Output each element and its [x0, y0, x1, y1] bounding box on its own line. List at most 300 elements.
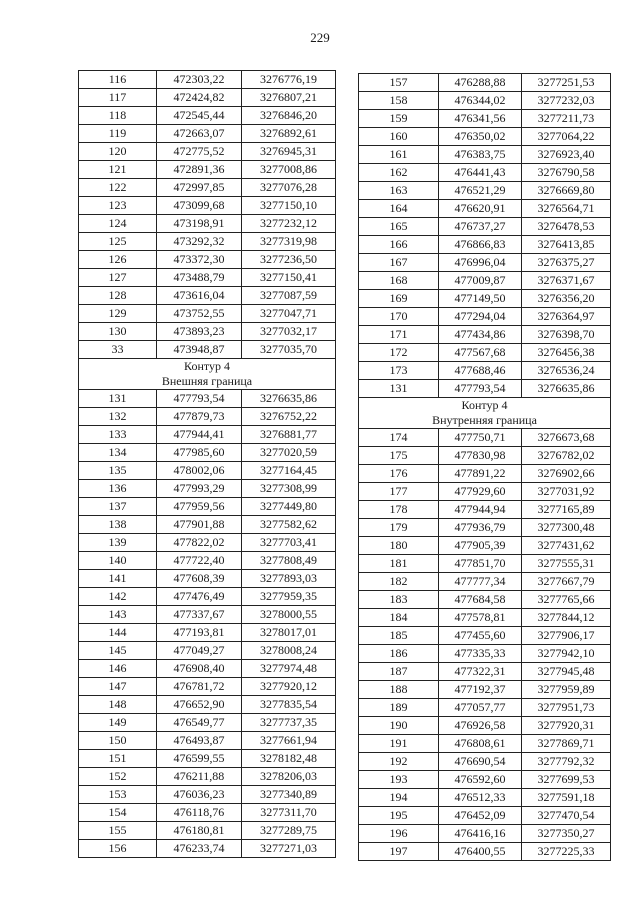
y-coordinate-cell: 3276635,86: [242, 390, 336, 408]
y-coordinate-cell: 3276923,40: [522, 146, 611, 164]
x-coordinate-cell: 477722,40: [157, 552, 242, 570]
page-number: 229: [310, 30, 330, 45]
y-coordinate-cell: 3277300,48: [522, 519, 611, 537]
point-number-cell: 124: [79, 215, 157, 233]
point-number-cell: 126: [79, 251, 157, 269]
x-coordinate-cell: 476521,29: [439, 182, 522, 200]
x-coordinate-cell: 477905,39: [439, 537, 522, 555]
y-coordinate-cell: 3277555,31: [522, 555, 611, 573]
table-row: [359, 573, 611, 591]
y-coordinate-cell: 3277737,35: [242, 714, 336, 732]
point-number-cell: 133: [79, 426, 157, 444]
x-coordinate-cell: 477337,67: [157, 606, 242, 624]
point-number-cell: 178: [359, 501, 439, 519]
contour-header-cell: [79, 359, 336, 390]
y-coordinate-cell: 3277150,41: [242, 269, 336, 287]
point-number-cell: 148: [79, 696, 157, 714]
x-coordinate-cell: 477959,56: [157, 498, 242, 516]
table-row: [359, 825, 611, 843]
y-coordinate-cell: 3277869,71: [522, 735, 611, 753]
y-coordinate-cell: 3276945,31: [242, 143, 336, 161]
y-coordinate-cell: 3277032,17: [242, 323, 336, 341]
point-number-cell: 154: [79, 804, 157, 822]
x-coordinate-cell: 476690,54: [439, 753, 522, 771]
y-coordinate-cell: 3277920,31: [522, 717, 611, 735]
x-coordinate-cell: 476383,75: [439, 146, 522, 164]
x-coordinate-cell: 476350,02: [439, 128, 522, 146]
table-row: [359, 164, 611, 182]
table-row: [359, 789, 611, 807]
point-number-cell: 197: [359, 843, 439, 861]
x-coordinate-cell: 477567,68: [439, 344, 522, 362]
y-coordinate-cell: 3277020,59: [242, 444, 336, 462]
rows-group-a: [359, 74, 611, 398]
point-number-cell: 163: [359, 182, 439, 200]
point-number-cell: 172: [359, 344, 439, 362]
point-number-cell: 127: [79, 269, 157, 287]
y-coordinate-cell: 3277164,45: [242, 462, 336, 480]
x-coordinate-cell: 476592,60: [439, 771, 522, 789]
y-coordinate-cell: 3276564,71: [522, 200, 611, 218]
y-coordinate-cell: 3276635,86: [522, 380, 611, 398]
x-coordinate-cell: 476036,23: [157, 786, 242, 804]
point-number-cell: 181: [359, 555, 439, 573]
x-coordinate-cell: 477578,81: [439, 609, 522, 627]
y-coordinate-cell: 3277431,62: [522, 537, 611, 555]
y-coordinate-cell: 3276846,20: [242, 107, 336, 125]
table-row: [79, 840, 336, 858]
x-coordinate-cell: 477993,29: [157, 480, 242, 498]
point-number-cell: 188: [359, 681, 439, 699]
contour-header-row: [359, 398, 611, 429]
point-number-cell: 186: [359, 645, 439, 663]
table-row: [359, 110, 611, 128]
x-coordinate-cell: 477777,34: [439, 573, 522, 591]
y-coordinate-cell: 3277951,73: [522, 699, 611, 717]
point-number-cell: 147: [79, 678, 157, 696]
table-row: [79, 251, 336, 269]
x-coordinate-cell: 476344,02: [439, 92, 522, 110]
y-coordinate-cell: 3277591,18: [522, 789, 611, 807]
point-number-cell: 192: [359, 753, 439, 771]
table-row: [359, 483, 611, 501]
point-number-cell: 122: [79, 179, 157, 197]
table-row: [79, 660, 336, 678]
table-row: [359, 218, 611, 236]
point-number-cell: 157: [359, 74, 439, 92]
point-number-cell: 193: [359, 771, 439, 789]
x-coordinate-cell: 477335,33: [439, 645, 522, 663]
table-row: [359, 326, 611, 344]
point-number-cell: 190: [359, 717, 439, 735]
table-row: [79, 233, 336, 251]
y-coordinate-cell: 3277667,79: [522, 573, 611, 591]
table-row: [79, 750, 336, 768]
y-coordinate-cell: 3278017,01: [242, 624, 336, 642]
y-coordinate-cell: 3276536,24: [522, 362, 611, 380]
table-row: [79, 588, 336, 606]
table-row: [79, 516, 336, 534]
x-coordinate-cell: 476118,76: [157, 804, 242, 822]
x-coordinate-cell: 476549,77: [157, 714, 242, 732]
y-coordinate-cell: 3276782,02: [522, 447, 611, 465]
x-coordinate-cell: 476493,87: [157, 732, 242, 750]
point-number-cell: 130: [79, 323, 157, 341]
table-row: [79, 143, 336, 161]
table-row: [79, 71, 336, 89]
y-coordinate-cell: 3277920,12: [242, 678, 336, 696]
table-row: [359, 362, 611, 380]
x-coordinate-cell: 477193,81: [157, 624, 242, 642]
point-number-cell: 191: [359, 735, 439, 753]
x-coordinate-cell: 476808,61: [439, 735, 522, 753]
point-number-cell: 131: [79, 390, 157, 408]
table-row: [79, 498, 336, 516]
point-number-cell: 142: [79, 588, 157, 606]
x-coordinate-cell: 477936,79: [439, 519, 522, 537]
table-row: [79, 696, 336, 714]
y-coordinate-cell: 3277047,71: [242, 305, 336, 323]
x-coordinate-cell: 472663,07: [157, 125, 242, 143]
x-coordinate-cell: 472424,82: [157, 89, 242, 107]
point-number-cell: 177: [359, 483, 439, 501]
y-coordinate-cell: 3277035,70: [242, 341, 336, 359]
point-number-cell: 183: [359, 591, 439, 609]
x-coordinate-cell: 477851,70: [439, 555, 522, 573]
point-number-cell: 121: [79, 161, 157, 179]
y-coordinate-cell: 3277031,92: [522, 483, 611, 501]
y-coordinate-cell: 3277232,03: [522, 92, 611, 110]
table-row: [359, 699, 611, 717]
y-coordinate-cell: 3277893,03: [242, 570, 336, 588]
point-number-cell: 150: [79, 732, 157, 750]
y-coordinate-cell: 3276375,27: [522, 254, 611, 272]
table-row: [79, 426, 336, 444]
table-row: [359, 254, 611, 272]
x-coordinate-cell: 477879,73: [157, 408, 242, 426]
table-row: [79, 786, 336, 804]
point-number-cell: 33: [79, 341, 157, 359]
table-row: [359, 236, 611, 254]
x-coordinate-cell: 473616,04: [157, 287, 242, 305]
point-number-cell: 132: [79, 408, 157, 426]
table-row: [79, 570, 336, 588]
rows-group-b: [79, 390, 336, 858]
x-coordinate-cell: 476781,72: [157, 678, 242, 696]
point-number-cell: 161: [359, 146, 439, 164]
point-number-cell: 155: [79, 822, 157, 840]
rows-group-a: [79, 71, 336, 359]
point-number-cell: 189: [359, 699, 439, 717]
y-coordinate-cell: 3277974,48: [242, 660, 336, 678]
point-number-cell: 187: [359, 663, 439, 681]
x-coordinate-cell: 476452,09: [439, 807, 522, 825]
point-number-cell: 131: [359, 380, 439, 398]
y-coordinate-cell: 3277289,75: [242, 822, 336, 840]
point-number-cell: 128: [79, 287, 157, 305]
point-number-cell: 165: [359, 218, 439, 236]
y-coordinate-cell: 3277906,17: [522, 627, 611, 645]
point-number-cell: 175: [359, 447, 439, 465]
table-row: [79, 197, 336, 215]
x-coordinate-cell: 472997,85: [157, 179, 242, 197]
point-number-cell: 156: [79, 840, 157, 858]
table-row: [79, 125, 336, 143]
table-row: [359, 200, 611, 218]
point-number-cell: 179: [359, 519, 439, 537]
y-coordinate-cell: 3277808,49: [242, 552, 336, 570]
x-coordinate-cell: 477901,88: [157, 516, 242, 534]
table-row: [359, 609, 611, 627]
table-row: [359, 663, 611, 681]
table-row: [359, 519, 611, 537]
y-coordinate-cell: 3277251,53: [522, 74, 611, 92]
y-coordinate-cell: 3277211,73: [522, 110, 611, 128]
x-coordinate-cell: 477793,54: [439, 380, 522, 398]
y-coordinate-cell: 3278206,03: [242, 768, 336, 786]
table-row: [79, 89, 336, 107]
point-number-cell: 146: [79, 660, 157, 678]
y-coordinate-cell: 3277076,28: [242, 179, 336, 197]
x-coordinate-cell: 476866,83: [439, 236, 522, 254]
x-coordinate-cell: 476233,74: [157, 840, 242, 858]
point-number-cell: 149: [79, 714, 157, 732]
x-coordinate-cell: 476652,90: [157, 696, 242, 714]
x-coordinate-cell: 477608,39: [157, 570, 242, 588]
table-row: [79, 804, 336, 822]
table-row: [359, 272, 611, 290]
y-coordinate-cell: 3276371,67: [522, 272, 611, 290]
table-row: [359, 681, 611, 699]
x-coordinate-cell: 477149,50: [439, 290, 522, 308]
y-coordinate-cell: 3277959,89: [522, 681, 611, 699]
x-coordinate-cell: 476400,55: [439, 843, 522, 861]
table-row: [79, 642, 336, 660]
y-coordinate-cell: 3277232,12: [242, 215, 336, 233]
y-coordinate-cell: 3277311,70: [242, 804, 336, 822]
table-row: [79, 179, 336, 197]
x-coordinate-cell: 477057,77: [439, 699, 522, 717]
table-row: [359, 465, 611, 483]
x-coordinate-cell: 473948,87: [157, 341, 242, 359]
point-number-cell: 151: [79, 750, 157, 768]
x-coordinate-cell: 477476,49: [157, 588, 242, 606]
y-coordinate-cell: 3276669,80: [522, 182, 611, 200]
x-coordinate-cell: 473372,30: [157, 251, 242, 269]
y-coordinate-cell: 3277945,48: [522, 663, 611, 681]
table-row: [359, 146, 611, 164]
y-coordinate-cell: 3277271,03: [242, 840, 336, 858]
x-coordinate-cell: 477891,22: [439, 465, 522, 483]
y-coordinate-cell: 3278182,48: [242, 750, 336, 768]
table-row: [359, 735, 611, 753]
y-coordinate-cell: 3277470,54: [522, 807, 611, 825]
point-number-cell: 185: [359, 627, 439, 645]
x-coordinate-cell: 477049,27: [157, 642, 242, 660]
x-coordinate-cell: 477684,58: [439, 591, 522, 609]
point-number-cell: 125: [79, 233, 157, 251]
table-row: [359, 447, 611, 465]
point-number-cell: 153: [79, 786, 157, 804]
point-number-cell: 164: [359, 200, 439, 218]
x-coordinate-cell: 477294,04: [439, 308, 522, 326]
table-row: [359, 645, 611, 663]
table-row: [359, 290, 611, 308]
x-coordinate-cell: 477688,46: [439, 362, 522, 380]
table-row: [359, 128, 611, 146]
x-coordinate-cell: 477985,60: [157, 444, 242, 462]
y-coordinate-cell: 3277087,59: [242, 287, 336, 305]
y-coordinate-cell: 3277835,54: [242, 696, 336, 714]
x-coordinate-cell: 477793,54: [157, 390, 242, 408]
contour-title: Контур 4: [461, 398, 508, 412]
x-coordinate-cell: 472775,52: [157, 143, 242, 161]
point-number-cell: 180: [359, 537, 439, 555]
point-number-cell: 138: [79, 516, 157, 534]
table-row: [359, 74, 611, 92]
table-row: [359, 555, 611, 573]
x-coordinate-cell: 472891,36: [157, 161, 242, 179]
table-row: [79, 624, 336, 642]
point-number-cell: 171: [359, 326, 439, 344]
table-row: [79, 552, 336, 570]
point-number-cell: 162: [359, 164, 439, 182]
y-coordinate-cell: 3277765,66: [522, 591, 611, 609]
x-coordinate-cell: 476996,04: [439, 254, 522, 272]
y-coordinate-cell: 3276356,20: [522, 290, 611, 308]
x-coordinate-cell: 473752,55: [157, 305, 242, 323]
y-coordinate-cell: 3276892,61: [242, 125, 336, 143]
table-row: [79, 107, 336, 125]
point-number-cell: 141: [79, 570, 157, 588]
point-number-cell: 116: [79, 71, 157, 89]
y-coordinate-cell: 3278008,24: [242, 642, 336, 660]
y-coordinate-cell: 3277008,86: [242, 161, 336, 179]
point-number-cell: 129: [79, 305, 157, 323]
x-coordinate-cell: 478002,06: [157, 462, 242, 480]
coordinates-table-right: [358, 73, 611, 861]
boundary-title: Внешняя граница: [161, 374, 253, 388]
y-coordinate-cell: 3276478,53: [522, 218, 611, 236]
table-row: [359, 501, 611, 519]
point-number-cell: 184: [359, 609, 439, 627]
table-row: [359, 753, 611, 771]
point-number-cell: 174: [359, 429, 439, 447]
x-coordinate-cell: 477944,94: [439, 501, 522, 519]
point-number-cell: 195: [359, 807, 439, 825]
x-coordinate-cell: 473099,68: [157, 197, 242, 215]
table-row: [79, 678, 336, 696]
point-number-cell: 139: [79, 534, 157, 552]
table-row: [79, 287, 336, 305]
y-coordinate-cell: 3277308,99: [242, 480, 336, 498]
point-number-cell: 119: [79, 125, 157, 143]
x-coordinate-cell: 472545,44: [157, 107, 242, 125]
point-number-cell: 158: [359, 92, 439, 110]
point-number-cell: 194: [359, 789, 439, 807]
point-number-cell: 182: [359, 573, 439, 591]
y-coordinate-cell: 3277350,27: [522, 825, 611, 843]
y-coordinate-cell: 3277165,89: [522, 501, 611, 519]
table-row: [359, 344, 611, 362]
y-coordinate-cell: 3276790,58: [522, 164, 611, 182]
y-coordinate-cell: 3277064,22: [522, 128, 611, 146]
point-number-cell: 140: [79, 552, 157, 570]
point-number-cell: 176: [359, 465, 439, 483]
x-coordinate-cell: 476620,91: [439, 200, 522, 218]
y-coordinate-cell: 3276776,19: [242, 71, 336, 89]
y-coordinate-cell: 3277844,12: [522, 609, 611, 627]
x-coordinate-cell: 476288,88: [439, 74, 522, 92]
point-number-cell: 143: [79, 606, 157, 624]
contour-header-row: [79, 359, 336, 390]
point-number-cell: 145: [79, 642, 157, 660]
x-coordinate-cell: 476211,88: [157, 768, 242, 786]
x-coordinate-cell: 472303,22: [157, 71, 242, 89]
y-coordinate-cell: 3277699,53: [522, 771, 611, 789]
y-coordinate-cell: 3276398,70: [522, 326, 611, 344]
y-coordinate-cell: 3277225,33: [522, 843, 611, 861]
x-coordinate-cell: 476908,40: [157, 660, 242, 678]
x-coordinate-cell: 473292,32: [157, 233, 242, 251]
table-row: [79, 714, 336, 732]
table-row: [359, 807, 611, 825]
x-coordinate-cell: 477322,31: [439, 663, 522, 681]
y-coordinate-cell: 3276673,68: [522, 429, 611, 447]
contour-title: Контур 4: [184, 359, 230, 373]
y-coordinate-cell: 3276807,21: [242, 89, 336, 107]
contour-header-group: [79, 359, 336, 390]
point-number-cell: 123: [79, 197, 157, 215]
y-coordinate-cell: 3277582,62: [242, 516, 336, 534]
y-coordinate-cell: 3277942,10: [522, 645, 611, 663]
y-coordinate-cell: 3277661,94: [242, 732, 336, 750]
y-coordinate-cell: 3277959,35: [242, 588, 336, 606]
point-number-cell: 117: [79, 89, 157, 107]
point-number-cell: 134: [79, 444, 157, 462]
table-row: [79, 822, 336, 840]
table-row: [359, 429, 611, 447]
point-number-cell: 170: [359, 308, 439, 326]
table-row: [79, 305, 336, 323]
point-number-cell: 118: [79, 107, 157, 125]
x-coordinate-cell: 476341,56: [439, 110, 522, 128]
x-coordinate-cell: 476441,43: [439, 164, 522, 182]
point-number-cell: 160: [359, 128, 439, 146]
y-coordinate-cell: 3276456,38: [522, 344, 611, 362]
table-row: [79, 768, 336, 786]
point-number-cell: 166: [359, 236, 439, 254]
y-coordinate-cell: 3276902,66: [522, 465, 611, 483]
table-row: [79, 341, 336, 359]
table-row: [359, 380, 611, 398]
y-coordinate-cell: 3277236,50: [242, 251, 336, 269]
table-row: [359, 92, 611, 110]
y-coordinate-cell: 3277792,32: [522, 753, 611, 771]
table-row: [79, 161, 336, 179]
table-row: [79, 732, 336, 750]
rows-group-b: [359, 429, 611, 861]
y-coordinate-cell: 3277340,89: [242, 786, 336, 804]
table-row: [359, 843, 611, 861]
table-row: [79, 444, 336, 462]
x-coordinate-cell: 476599,55: [157, 750, 242, 768]
x-coordinate-cell: 473198,91: [157, 215, 242, 233]
x-coordinate-cell: 473488,79: [157, 269, 242, 287]
y-coordinate-cell: 3277449,80: [242, 498, 336, 516]
table-row: [79, 269, 336, 287]
table-row: [359, 627, 611, 645]
